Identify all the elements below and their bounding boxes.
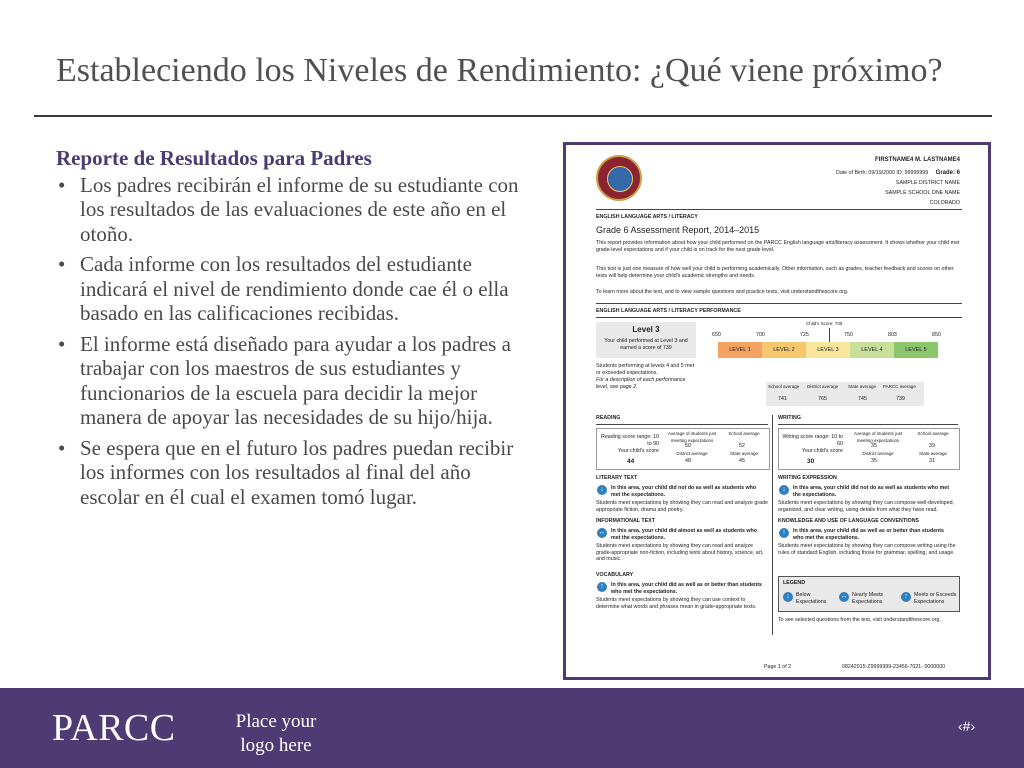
writing-heading: WRITING (778, 415, 801, 421)
legend-item: Below Expectations (796, 592, 827, 605)
avg-value: 741 (778, 396, 787, 402)
report-subject: ENGLISH LANGUAGE ARTS / LITERACY (596, 214, 698, 220)
logo-placeholder: Place your logo here (235, 711, 317, 756)
reading-value: 48 (685, 458, 691, 464)
district-avg-label: District average (862, 451, 894, 456)
legend-heading: LEGEND (783, 580, 806, 586)
reading-value: 45 (739, 458, 745, 464)
bullet-item: • Se espera que en el futuro los padres puedan recibir los informes con los resultados al final del año escolar en él cual el examen tomó lugar. (56, 436, 534, 510)
arrow-down-icon: ↓ (783, 592, 793, 602)
parcc-logo: PARCC (52, 707, 176, 749)
bullet-item: • Los padres recibirán el informe de su estudiante con los resultados de las evaluaciones de este año en el otoño. (56, 173, 534, 247)
writing-score-label: Your child's score (801, 448, 843, 454)
scale-tick: 700 (756, 332, 765, 338)
level-2-band: LEVEL 2 (762, 342, 806, 358)
district-name: SAMPLE DISTRICT NAME (895, 180, 960, 186)
school-name: SAMPLE SCHOOL ONE NAME (885, 190, 960, 196)
writing-value: 31 (929, 458, 935, 464)
avg-value: 739 (896, 396, 905, 402)
vocabulary-desc: In this area, your child did as well as or better than students who met the expectations. (611, 582, 762, 595)
school-avg-label: School average (728, 431, 760, 436)
avg-value: 745 (858, 396, 867, 402)
state-seal-icon (596, 155, 642, 201)
slide-body (56, 146, 534, 515)
avg-label: District average (807, 384, 839, 389)
state-avg-label: State average (918, 451, 948, 456)
assessment-report (566, 145, 988, 677)
averages-table (766, 382, 924, 406)
reading-range: Reading score range: 10 to 90 (601, 434, 660, 447)
writing-score-box (778, 428, 960, 470)
page-label: Page 1 of 2 (764, 664, 792, 670)
report-title: Grade 6 Assessment Report, 2014–2015 (596, 225, 760, 235)
report-code: 08242015-Z9999999-23456-7021- 0000000 (842, 664, 946, 670)
column-divider (772, 415, 773, 635)
report-divider (596, 209, 962, 210)
avg-label: School average (768, 384, 800, 389)
informational-desc: In this area, your child did almost as well as students who met the expectations. (611, 528, 757, 541)
bullet-item: • Cada informe con los resultados del estudiante indicará el nivel de rendimiento donde cae él o ella basado en las calificaciones recibidas. (56, 252, 534, 326)
footer-bar (0, 688, 1024, 768)
level-box-text: Your child performed at Level 3 and earned a score of 739 (604, 338, 688, 351)
level-1-band: LEVEL 1 (718, 342, 762, 358)
knowledge-small: Students meet expectations by showing they can compose writing using the rules of standard English, including those for grammar, spelling, and usage. (778, 543, 956, 556)
dob-line: Date of Birth: 09/19/2000 ID: 99999999 (836, 170, 929, 176)
writing-range: Writing score range: 10 to 60 (782, 434, 843, 447)
arrow-up-icon: ↑ (901, 592, 911, 602)
level-3-band: LEVEL 3 (806, 342, 850, 358)
report-divider (596, 317, 962, 318)
writing-value: 35 (871, 443, 877, 449)
report-image (563, 142, 991, 680)
vocabulary-small: Students meet expectations by showing they can use context to determine what words and phrases mean in grade-appropriate texts. (596, 597, 757, 610)
informational-small: Students meet expectations by showing they can read and analyze grade-appropriate non-fiction, including texts about history, science, art, and music. (596, 543, 764, 562)
reading-score-box (596, 428, 770, 470)
avg-meeting-label: Average of students just meeting expectations (853, 431, 903, 443)
literary-desc: In this area, your child did not do as well as students who met the expectations. (611, 485, 757, 498)
informational-text-heading: INFORMATIONAL TEXT (596, 518, 655, 524)
arrow-down-icon: ↓ (597, 485, 607, 495)
childs-score-label: Child's Score: 739 (806, 321, 843, 326)
bullet-item: • El informe está diseñado para ayudar a los padres a trabajar con los maestros de sus estudiantes y funcionarios de la escuela para decidir la mejor manera de apoyar las necesidades de su hijo/hija. (56, 332, 534, 430)
report-divider (596, 303, 962, 304)
met-expectations-note: Students performing at levels 4 and 5 met or exceeded expectations. (596, 363, 695, 376)
arrow-left-right-icon: ↔ (598, 529, 606, 536)
arrow-up-icon: ↑ (597, 582, 607, 592)
writing-expression-heading: WRITING EXPRESSION (778, 475, 837, 481)
writing-expression-small: Students meet expectations by showing they can compose well-developed, organized, and clear writing, using details from what they have read. (778, 500, 955, 513)
reading-divider (596, 424, 768, 425)
arrow-left-right-icon: ↔ (840, 593, 848, 600)
state-avg-label: State average (729, 451, 759, 456)
avg-label: PARCC average (883, 384, 916, 389)
literary-small: Students meet expectations by showing they can read and analyze grade appropriate fiction, drama and poetry. (596, 500, 768, 513)
report-intro-2: This test is just one measure of how well your child is performing academically. Other information, such as grades, teacher feedback and scores on other tests will help determine your child's academic strengths and needs. (596, 266, 954, 279)
level-box (596, 322, 696, 358)
report-intro-1: This report provides information about how your child performed on the PARCC English language arts/literacy assessment. It shows whether your child met grade-level expectations and if your child is on track for the next grade level. (596, 240, 960, 253)
reading-heading: READING (596, 415, 621, 421)
level-4-band: LEVEL 4 (850, 342, 894, 358)
writing-value: 39 (929, 443, 935, 449)
writing-expression-desc: In this area, your child did not do as well as students who met the expectations. (793, 485, 949, 498)
writing-divider (778, 424, 958, 425)
vocabulary-heading: VOCABULARY (596, 572, 634, 578)
scale-tick: 803 (888, 332, 897, 338)
reading-value: 52 (739, 443, 745, 449)
level-5-band: LEVEL 5 (894, 342, 938, 358)
writing-score: 30 (807, 458, 815, 465)
avg-value: 765 (818, 396, 827, 402)
state-name: COLORADO (929, 200, 960, 206)
legend-box (778, 576, 960, 612)
arrow-down-icon: ↓ (779, 485, 789, 495)
literary-text-heading: LITERARY TEXT (596, 475, 638, 481)
title-divider (34, 115, 992, 117)
childs-score-marker (829, 328, 830, 342)
grade-label: Grade: 6 (935, 170, 960, 176)
reading-value: 50 (685, 443, 691, 449)
scale-tick: 750 (844, 332, 853, 338)
selected-questions-note: To see selected questions from the test, visit understandthescore.org. (778, 617, 941, 623)
slide-number: ‹#› (958, 718, 976, 734)
scale-tick: 725 (800, 332, 809, 338)
knowledge-heading: KNOWLEDGE AND USE OF LANGUAGE CONVENTIONS (778, 518, 920, 524)
reading-score: 44 (627, 458, 635, 465)
description-note: For a description of each performance level, see page 2. (596, 377, 686, 390)
legend-item: Meets or Exceeds Expectations (914, 592, 957, 605)
avg-meeting-label: Average of students just meeting expectations (667, 431, 717, 443)
slide-title: Estableciendo los Niveles de Rendimiento: ¿Qué viene próximo? (56, 52, 943, 89)
bullet-list (56, 173, 534, 510)
subheading: Reporte de Resultados para Padres (56, 146, 372, 170)
district-avg-label: District average (676, 451, 708, 456)
knowledge-desc: In this area, your child did as well as or better than students who met the expectations. (793, 528, 944, 541)
school-avg-label: School average (917, 431, 949, 436)
scale-tick: 850 (932, 332, 941, 338)
scale-tick: 650 (712, 332, 721, 338)
performance-heading: ENGLISH LANGUAGE ARTS / LITERACY PERFORMANCE (596, 308, 741, 314)
student-name: FIRSTNAME4 M. LASTNAME4 (874, 157, 960, 163)
writing-value: 35 (871, 458, 877, 464)
level-box-title: Level 3 (632, 325, 660, 334)
legend-item: Nearly Meets Expectations (852, 592, 884, 605)
reading-score-label: Your child's score (617, 448, 659, 454)
report-intro-3: To learn more about the test, and to view sample questions and practice tests, visit understandthescore.org. (596, 289, 849, 295)
arrow-up-icon: ↑ (779, 528, 789, 538)
avg-label: State average (848, 384, 877, 389)
